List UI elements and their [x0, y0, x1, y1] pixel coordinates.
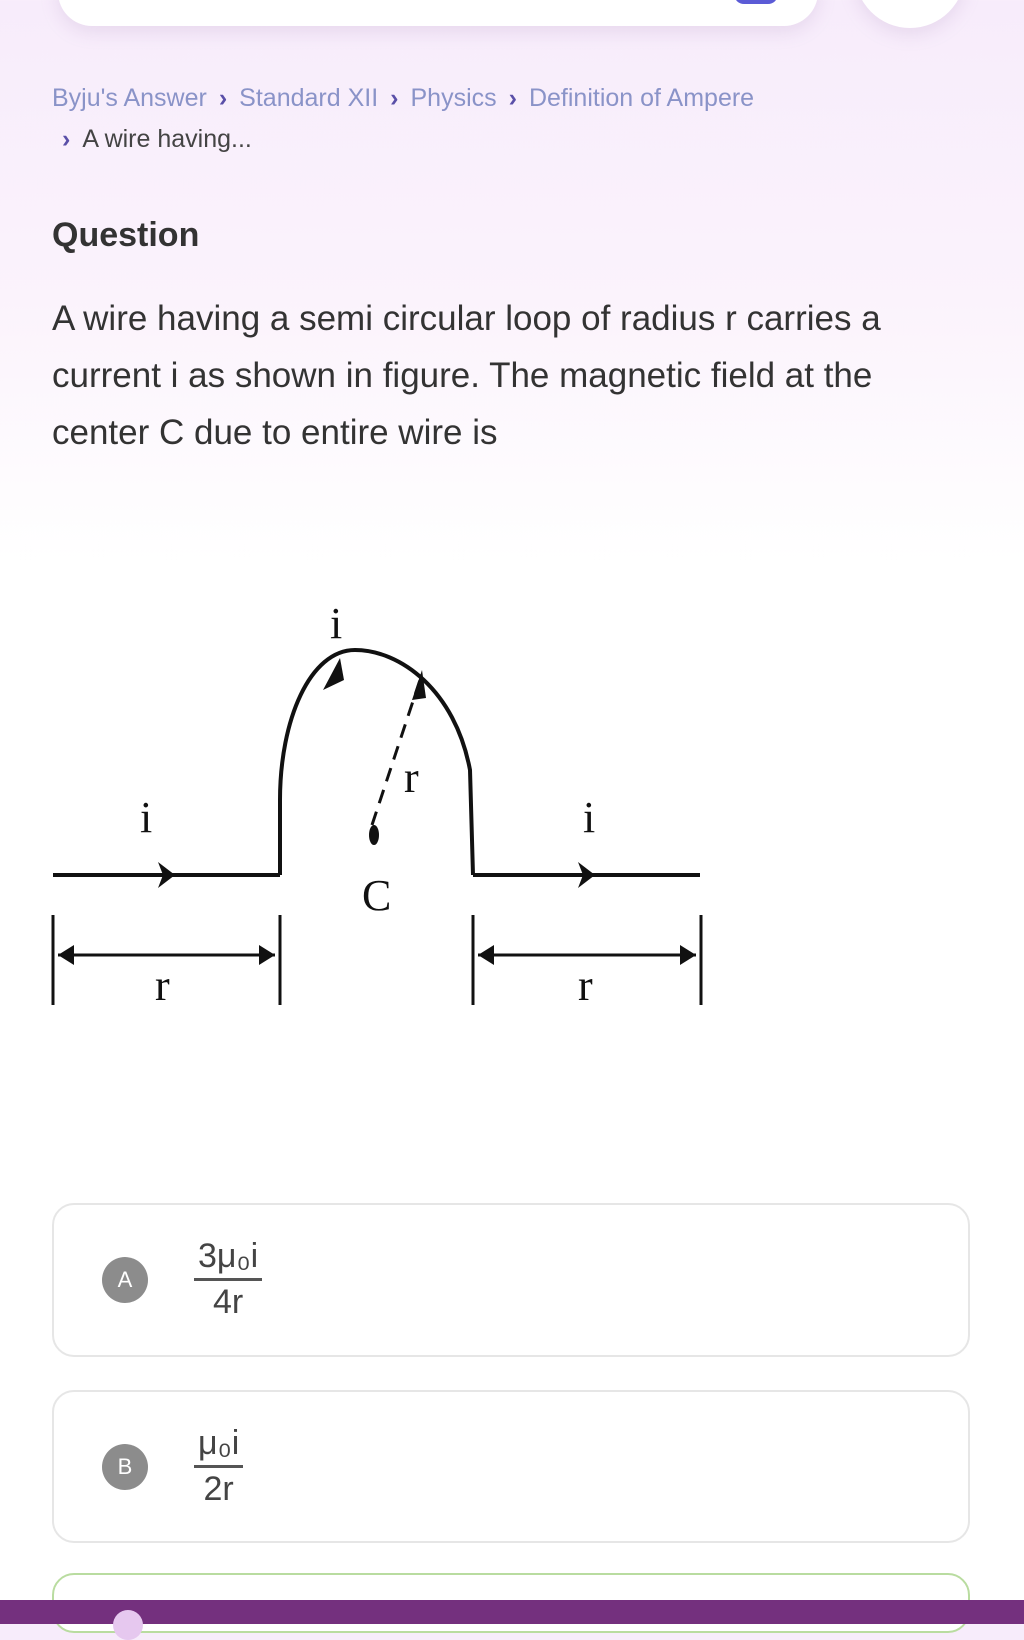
breadcrumb-link[interactable]: Standard XII	[239, 84, 379, 112]
numerator: 3μ₀i	[194, 1237, 262, 1281]
search-button[interactable]	[734, 0, 778, 4]
label-radius: r	[404, 753, 419, 802]
breadcrumb	[52, 78, 972, 160]
numerator: μ₀i	[194, 1424, 243, 1468]
label-current-left: i	[140, 793, 153, 842]
option-a[interactable]	[52, 1203, 970, 1357]
arrow-icon	[478, 945, 494, 965]
label-current-right: i	[583, 793, 596, 842]
chevron-right-icon: ›	[218, 84, 228, 112]
chevron-right-icon: ›	[62, 125, 71, 153]
label-current-top: i	[330, 599, 343, 648]
label-r-right: r	[578, 961, 593, 1010]
denominator: 4r	[212, 1283, 244, 1321]
question-heading: Question	[52, 216, 200, 254]
center-point	[369, 825, 379, 845]
chevron-right-icon: ›	[508, 84, 517, 112]
option-formula	[194, 1424, 243, 1509]
bottom-bar	[0, 1600, 1024, 1624]
breadcrumb-link[interactable]: Byju's Answer	[52, 84, 207, 112]
option-b[interactable]	[52, 1390, 970, 1543]
option-formula	[194, 1237, 262, 1322]
breadcrumb-current: A wire having...	[82, 125, 252, 153]
option-letter-badge: B	[102, 1444, 148, 1490]
search-bar[interactable]	[58, 0, 818, 26]
breadcrumb-link[interactable]: Definition of Ampere	[528, 84, 755, 112]
profile-button[interactable]	[855, 0, 965, 28]
question-text: A wire having a semi circular loop of radius r carries a current i as shown in figure. The magnetic field at the center C due to entire wire is	[52, 299, 881, 452]
denominator: 2r	[203, 1470, 234, 1508]
arrow-icon	[58, 945, 74, 965]
chevron-right-icon: ›	[390, 84, 399, 112]
question-figure	[0, 570, 760, 1030]
label-center: C	[362, 871, 392, 920]
option-letter-badge: A	[102, 1257, 148, 1303]
breadcrumb-link[interactable]: Physics	[410, 84, 497, 112]
arrow-icon	[259, 945, 275, 965]
arrow-icon	[680, 945, 696, 965]
avatar[interactable]	[113, 1610, 143, 1640]
label-r-left: r	[155, 961, 170, 1010]
